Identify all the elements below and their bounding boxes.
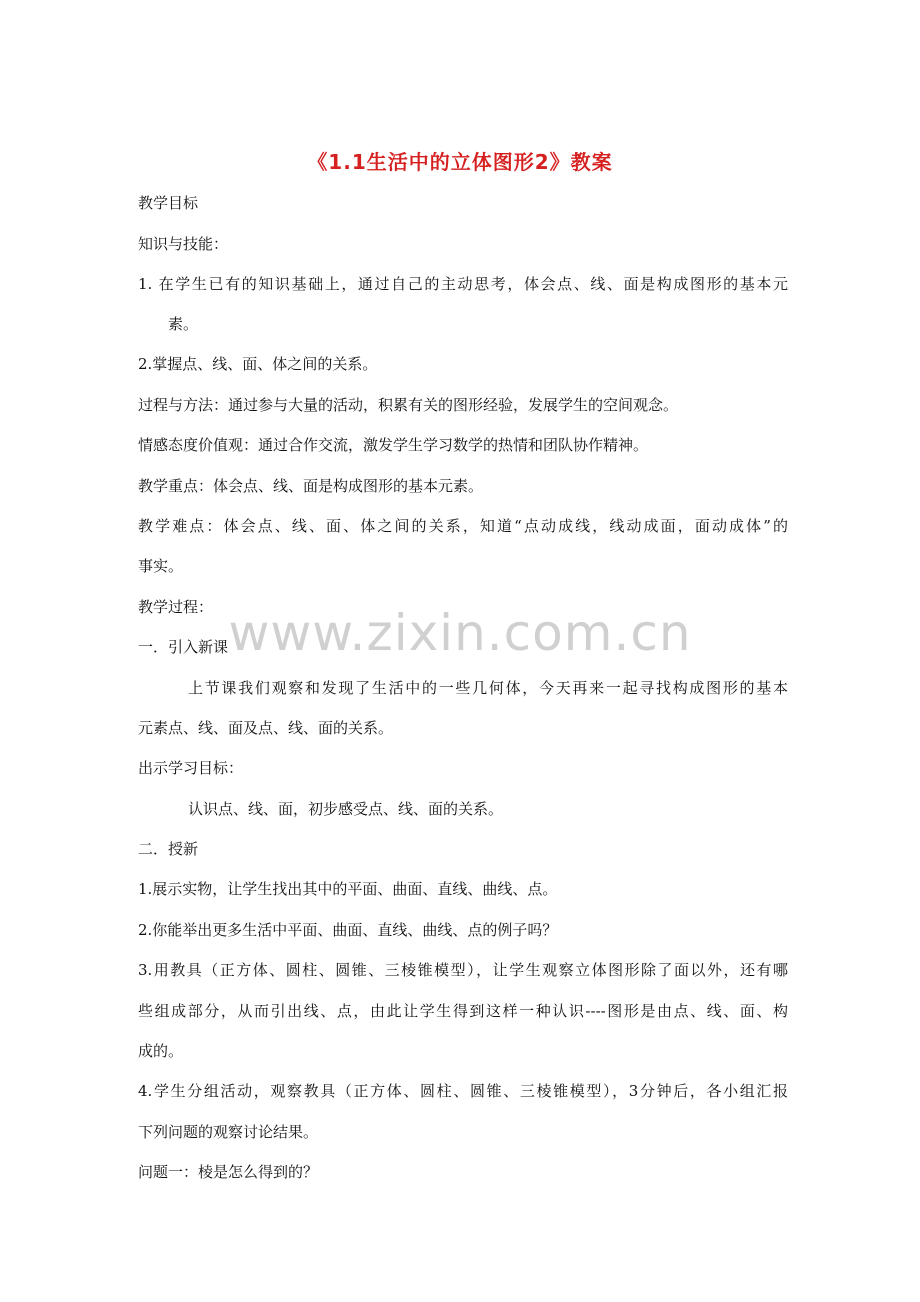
watermark: www.zixin.com.cn bbox=[228, 604, 692, 662]
paragraph-line: 事实。 bbox=[138, 557, 184, 575]
paragraph-line: 教学难点：体会点、线、面、体之间的关系，知道“点动成线，线动成面，面动成体”的 bbox=[138, 517, 788, 535]
paragraph-line: 元素点、线、面及点、线、面的关系。 bbox=[138, 719, 394, 737]
paragraph-line: 成的。 bbox=[138, 1042, 184, 1060]
paragraph-line: 教学目标 bbox=[138, 194, 199, 212]
paragraph-line: 教学过程： bbox=[138, 598, 214, 616]
paragraph-line: 下列问题的观察讨论结果。 bbox=[138, 1123, 319, 1141]
paragraph-line: 知识与技能： bbox=[138, 235, 229, 253]
page-title: 《1.1生活中的立体图形2》教案 bbox=[307, 150, 613, 174]
paragraph-line: 3.用教具（正方体、圆柱、圆锥、三棱锥模型），让学生观察立体图形除了面以外，还有哪 bbox=[138, 961, 788, 979]
paragraph-line: 认识点、线、面，初步感受点、线、面的关系。 bbox=[188, 800, 504, 818]
paragraph-line: 1. 在学生已有的知识基础上，通过自己的主动思考，体会点、线、面是构成图形的基本元 bbox=[138, 275, 788, 293]
paragraph-line: 上节课我们观察和发现了生活中的一些几何体，今天再来一起寻找构成图形的基本 bbox=[188, 679, 788, 697]
paragraph-line: 2.掌握点、线、面、体之间的关系。 bbox=[138, 355, 378, 373]
paragraph-line: 些组成部分，从而引出线、点，由此让学生得到这样一种认识----图形是由点、线、面、构 bbox=[138, 1002, 788, 1020]
paragraph-line: 问题一：棱是怎么得到的？ bbox=[138, 1163, 319, 1181]
paragraph-line: 情感态度价值观：通过合作交流，激发学生学习数学的热情和团队协作精神。 bbox=[138, 436, 649, 454]
section-heading: 一．引入新课 bbox=[138, 638, 229, 656]
paragraph-line: 2.你能举出更多生活中平面、曲面、直线、曲线、点的例子吗？ bbox=[138, 921, 558, 939]
paragraph-line: 1.展示实物，让学生找出其中的平面、曲面、直线、曲线、点。 bbox=[138, 880, 558, 898]
paragraph-line: 过程与方法：通过参与大量的活动，积累有关的图形经验，发展学生的空间观念。 bbox=[138, 396, 679, 414]
paragraph-line: 素。 bbox=[168, 315, 199, 333]
paragraph-line: 出示学习目标： bbox=[138, 759, 244, 777]
paragraph-line: 教学重点：体会点、线、面是构成图形的基本元素。 bbox=[138, 477, 484, 495]
section-heading: 二．授新 bbox=[138, 840, 199, 858]
paragraph-line: 4.学生分组活动，观察教具（正方体、圆柱、圆锥、三棱锥模型），3分钟后，各小组汇报 bbox=[138, 1082, 788, 1100]
